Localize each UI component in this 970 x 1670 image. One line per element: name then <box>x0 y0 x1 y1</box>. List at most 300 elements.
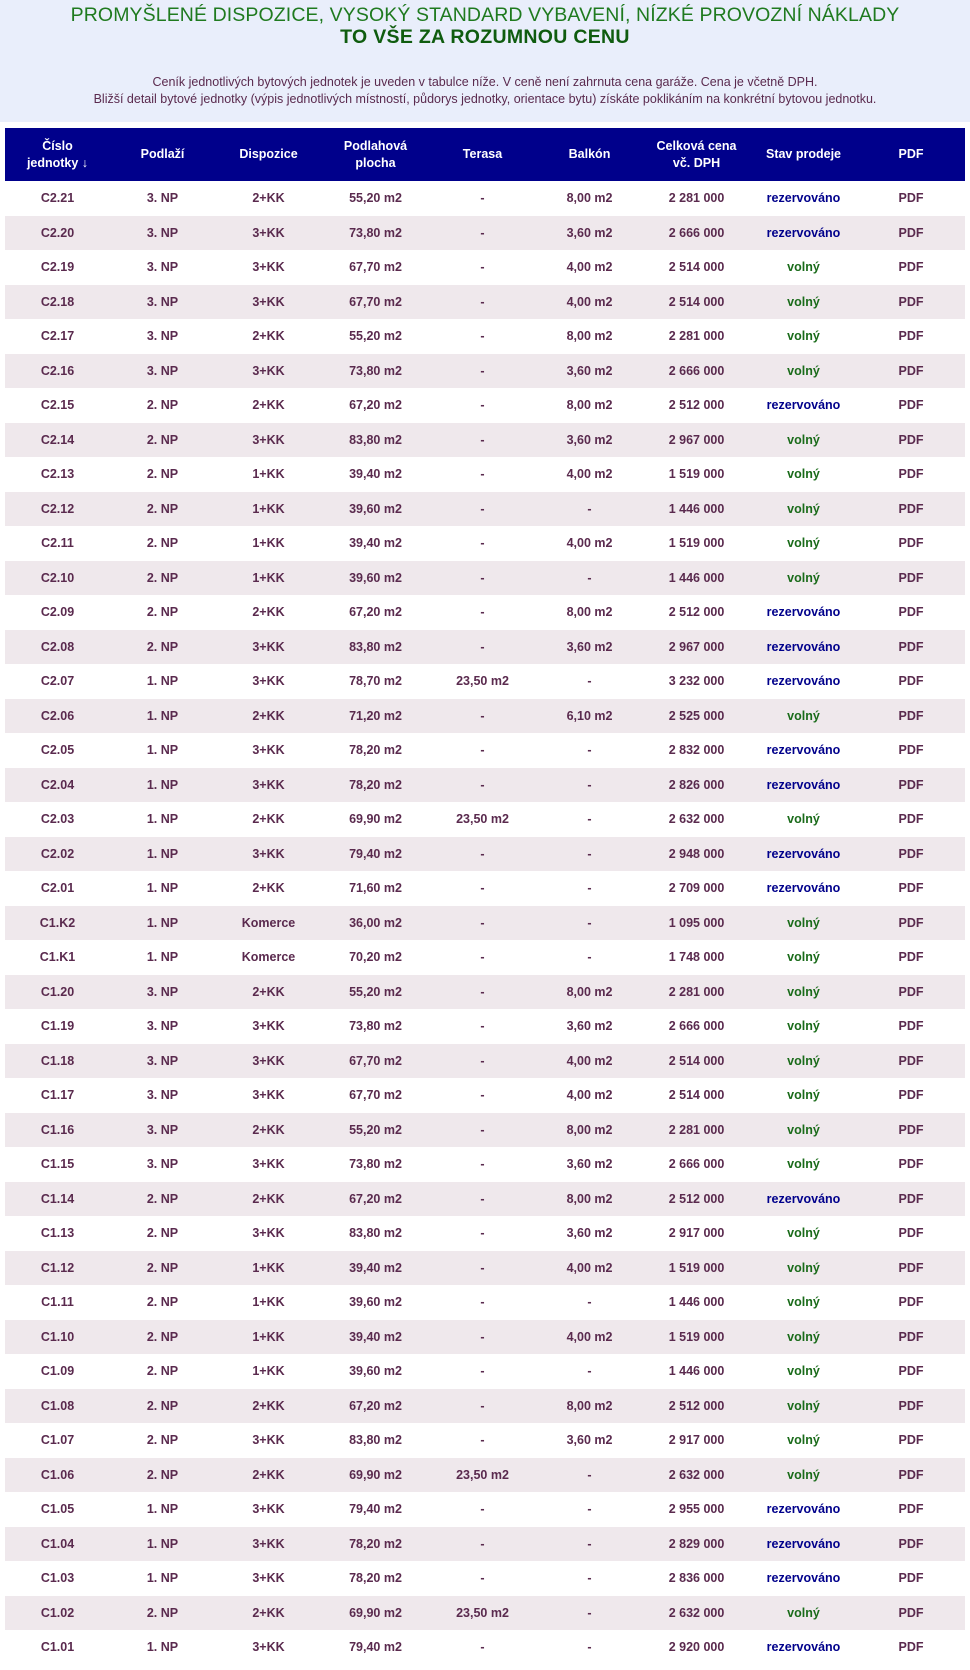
cell-unit-number: C2.06 <box>5 699 110 734</box>
cell-pdf-link[interactable]: PDF <box>857 940 965 975</box>
cell-total-price: 2 948 000 <box>643 837 750 872</box>
cell-terrace: - <box>429 285 536 320</box>
cell-pdf-link[interactable]: PDF <box>857 561 965 596</box>
cell-unit-number: C1.18 <box>5 1044 110 1079</box>
cell-terrace: - <box>429 1527 536 1562</box>
cell-total-price: 1 095 000 <box>643 906 750 941</box>
cell-sale-status: rezervováno <box>750 733 857 768</box>
table-row[interactable] <box>5 768 965 803</box>
cell-layout: 3+KK <box>215 630 322 665</box>
cell-floor: 1. NP <box>110 733 215 768</box>
cell-pdf-link[interactable]: PDF <box>857 1285 965 1320</box>
cell-layout: 1+KK <box>215 1320 322 1355</box>
cell-floor-area: 78,20 m2 <box>322 733 429 768</box>
cell-balcony: 3,60 m2 <box>536 1009 643 1044</box>
cell-floor-area: 73,80 m2 <box>322 216 429 251</box>
cell-floor: 2. NP <box>110 1423 215 1458</box>
cell-pdf-link[interactable]: PDF <box>857 837 965 872</box>
cell-sale-status: rezervováno <box>750 630 857 665</box>
table-row[interactable] <box>5 1113 965 1148</box>
cell-pdf-link[interactable]: PDF <box>857 906 965 941</box>
cell-pdf-link[interactable]: PDF <box>857 1009 965 1044</box>
cell-layout: 3+KK <box>215 837 322 872</box>
cell-balcony: 8,00 m2 <box>536 319 643 354</box>
cell-floor-area: 78,20 m2 <box>322 1527 429 1562</box>
cell-sale-status: rezervováno <box>750 181 857 216</box>
cell-pdf-link[interactable]: PDF <box>857 388 965 423</box>
cell-floor: 1. NP <box>110 1561 215 1596</box>
cell-floor-area: 55,20 m2 <box>322 319 429 354</box>
col-header-floor[interactable]: Podlaží <box>110 128 215 181</box>
col-header-balcony[interactable]: Balkón <box>536 128 643 181</box>
cell-balcony: 4,00 m2 <box>536 457 643 492</box>
cell-floor: 1. NP <box>110 906 215 941</box>
table-row[interactable] <box>5 1458 965 1493</box>
cell-layout: 2+KK <box>215 388 322 423</box>
cell-sale-status: volný <box>750 1044 857 1079</box>
cell-balcony: - <box>536 1285 643 1320</box>
cell-floor-area: 69,90 m2 <box>322 1596 429 1631</box>
cell-total-price: 2 514 000 <box>643 1078 750 1113</box>
cell-total-price: 2 512 000 <box>643 595 750 630</box>
table-row[interactable] <box>5 1251 965 1286</box>
table-row[interactable] <box>5 699 965 734</box>
table-row[interactable] <box>5 1389 965 1424</box>
cell-layout: 2+KK <box>215 319 322 354</box>
cell-unit-number: C1.03 <box>5 1561 110 1596</box>
cell-pdf-link[interactable]: PDF <box>857 1527 965 1562</box>
cell-total-price: 1 446 000 <box>643 492 750 527</box>
cell-floor-area: 67,70 m2 <box>322 285 429 320</box>
cell-balcony: 3,60 m2 <box>536 1423 643 1458</box>
cell-unit-number: C2.05 <box>5 733 110 768</box>
col-header-layout[interactable]: Dispozice <box>215 128 322 181</box>
cell-floor: 2. NP <box>110 423 215 458</box>
cell-total-price: 2 281 000 <box>643 975 750 1010</box>
cell-pdf-link[interactable]: PDF <box>857 802 965 837</box>
cell-pdf-link[interactable]: PDF <box>857 285 965 320</box>
cell-balcony: - <box>536 1596 643 1631</box>
cell-pdf-link[interactable]: PDF <box>857 1389 965 1424</box>
cell-total-price: 2 632 000 <box>643 802 750 837</box>
cell-layout: 2+KK <box>215 871 322 906</box>
cell-balcony: 3,60 m2 <box>536 423 643 458</box>
cell-layout: 1+KK <box>215 1354 322 1389</box>
cell-total-price: 3 232 000 <box>643 664 750 699</box>
cell-pdf-link[interactable]: PDF <box>857 181 965 216</box>
cell-pdf-link[interactable]: PDF <box>857 630 965 665</box>
table-row[interactable] <box>5 595 965 630</box>
cell-pdf-link[interactable]: PDF <box>857 733 965 768</box>
cell-pdf-link[interactable]: PDF <box>857 1458 965 1493</box>
table-row[interactable] <box>5 1596 965 1631</box>
cell-floor: 2. NP <box>110 1285 215 1320</box>
cell-terrace: - <box>429 423 536 458</box>
cell-terrace: - <box>429 354 536 389</box>
cell-unit-number: C2.15 <box>5 388 110 423</box>
table-row[interactable] <box>5 906 965 941</box>
cell-floor: 3. NP <box>110 1147 215 1182</box>
cell-unit-number: C2.03 <box>5 802 110 837</box>
col-header-pdf: PDF <box>857 128 965 181</box>
cell-balcony: 8,00 m2 <box>536 1113 643 1148</box>
cell-balcony: 8,00 m2 <box>536 1182 643 1217</box>
cell-pdf-link[interactable]: PDF <box>857 664 965 699</box>
cell-floor: 2. NP <box>110 1596 215 1631</box>
table-row[interactable] <box>5 354 965 389</box>
table-row[interactable] <box>5 1423 965 1458</box>
cell-total-price: 2 514 000 <box>643 1044 750 1079</box>
cell-pdf-link[interactable]: PDF <box>857 1078 965 1113</box>
cell-balcony: - <box>536 1630 643 1665</box>
cell-balcony: 8,00 m2 <box>536 388 643 423</box>
cell-pdf-link[interactable]: PDF <box>857 1113 965 1148</box>
cell-terrace: - <box>429 699 536 734</box>
cell-terrace: - <box>429 1078 536 1113</box>
cell-floor-area: 67,70 m2 <box>322 250 429 285</box>
cell-pdf-link[interactable]: PDF <box>857 1320 965 1355</box>
cell-unit-number: C1.17 <box>5 1078 110 1113</box>
cell-floor: 3. NP <box>110 285 215 320</box>
cell-terrace: 23,50 m2 <box>429 1458 536 1493</box>
cell-pdf-link[interactable]: PDF <box>857 975 965 1010</box>
table-row[interactable] <box>5 181 965 216</box>
table-row[interactable] <box>5 1561 965 1596</box>
cell-pdf-link[interactable]: PDF <box>857 457 965 492</box>
cell-floor-area: 69,90 m2 <box>322 802 429 837</box>
cell-balcony: - <box>536 802 643 837</box>
cell-sale-status: volný <box>750 526 857 561</box>
cell-total-price: 1 519 000 <box>643 1320 750 1355</box>
cell-terrace: 23,50 m2 <box>429 802 536 837</box>
cell-terrace: - <box>429 1492 536 1527</box>
table-row[interactable] <box>5 561 965 596</box>
cell-floor: 1. NP <box>110 871 215 906</box>
cell-layout: 3+KK <box>215 250 322 285</box>
table-row[interactable] <box>5 664 965 699</box>
cell-sale-status: volný <box>750 1147 857 1182</box>
table-row[interactable] <box>5 733 965 768</box>
cell-balcony: - <box>536 1458 643 1493</box>
table-row[interactable] <box>5 285 965 320</box>
cell-total-price: 2 826 000 <box>643 768 750 803</box>
cell-pdf-link[interactable]: PDF <box>857 1251 965 1286</box>
cell-pdf-link[interactable]: PDF <box>857 319 965 354</box>
table-row[interactable] <box>5 940 965 975</box>
cell-balcony: - <box>536 871 643 906</box>
cell-pdf-link[interactable]: PDF <box>857 1423 965 1458</box>
cell-terrace: - <box>429 1423 536 1458</box>
cell-floor-area: 67,20 m2 <box>322 388 429 423</box>
table-row[interactable] <box>5 423 965 458</box>
cell-pdf-link[interactable]: PDF <box>857 492 965 527</box>
table-row[interactable] <box>5 1182 965 1217</box>
cell-balcony: - <box>536 1492 643 1527</box>
price-table-container <box>0 122 970 1665</box>
cell-terrace: - <box>429 216 536 251</box>
cell-terrace: - <box>429 940 536 975</box>
table-row[interactable] <box>5 1285 965 1320</box>
cell-pdf-link[interactable]: PDF <box>857 1147 965 1182</box>
cell-total-price: 2 709 000 <box>643 871 750 906</box>
cell-terrace: - <box>429 595 536 630</box>
cell-terrace: - <box>429 1216 536 1251</box>
cell-total-price: 2 967 000 <box>643 423 750 458</box>
cell-total-price: 2 525 000 <box>643 699 750 734</box>
cell-floor-area: 39,60 m2 <box>322 1354 429 1389</box>
cell-sale-status: rezervováno <box>750 1492 857 1527</box>
cell-terrace: - <box>429 871 536 906</box>
cell-floor: 2. NP <box>110 1458 215 1493</box>
cell-total-price: 1 446 000 <box>643 1354 750 1389</box>
cell-floor-area: 71,60 m2 <box>322 871 429 906</box>
page-subtitle: TO VŠE ZA ROZUMNOU CENU <box>340 26 630 48</box>
cell-balcony: 8,00 m2 <box>536 181 643 216</box>
cell-pdf-link[interactable]: PDF <box>857 526 965 561</box>
table-row[interactable] <box>5 526 965 561</box>
cell-layout: 3+KK <box>215 733 322 768</box>
page-title: PROMYŠLENÉ DISPOZICE, VYSOKÝ STANDARD VYBAVENÍ, NÍZKÉ PROVOZNÍ NÁKLADY <box>70 4 900 26</box>
cell-pdf-link[interactable]: PDF <box>857 595 965 630</box>
cell-sale-status: volný <box>750 457 857 492</box>
cell-unit-number: C2.11 <box>5 526 110 561</box>
cell-balcony: 3,60 m2 <box>536 630 643 665</box>
cell-floor-area: 78,20 m2 <box>322 768 429 803</box>
cell-unit-number: C1.01 <box>5 1630 110 1665</box>
cell-floor: 3. NP <box>110 354 215 389</box>
cell-balcony: 4,00 m2 <box>536 526 643 561</box>
cell-sale-status: volný <box>750 1354 857 1389</box>
cell-terrace: - <box>429 319 536 354</box>
cell-terrace: - <box>429 526 536 561</box>
cell-unit-number: C1.14 <box>5 1182 110 1217</box>
cell-sale-status: volný <box>750 1458 857 1493</box>
cell-unit-number: C2.12 <box>5 492 110 527</box>
cell-total-price: 2 281 000 <box>643 319 750 354</box>
cell-floor: 3. NP <box>110 250 215 285</box>
table-row[interactable] <box>5 1147 965 1182</box>
col-header-price[interactable]: Celková cena vč. DPH <box>643 128 750 181</box>
cell-sale-status: rezervováno <box>750 837 857 872</box>
cell-sale-status: volný <box>750 699 857 734</box>
cell-unit-number: C1.05 <box>5 1492 110 1527</box>
cell-total-price: 2 281 000 <box>643 1113 750 1148</box>
cell-pdf-link[interactable]: PDF <box>857 871 965 906</box>
cell-floor: 1. NP <box>110 1527 215 1562</box>
cell-balcony: - <box>536 561 643 596</box>
cell-balcony: 8,00 m2 <box>536 595 643 630</box>
table-row[interactable] <box>5 457 965 492</box>
table-row[interactable] <box>5 1527 965 1562</box>
cell-total-price: 2 917 000 <box>643 1216 750 1251</box>
cell-pdf-link[interactable]: PDF <box>857 1182 965 1217</box>
cell-layout: 2+KK <box>215 699 322 734</box>
cell-sale-status: rezervováno <box>750 1182 857 1217</box>
cell-unit-number: C1.02 <box>5 1596 110 1631</box>
cell-balcony: - <box>536 664 643 699</box>
cell-floor-area: 78,20 m2 <box>322 1561 429 1596</box>
table-row[interactable] <box>5 1320 965 1355</box>
cell-layout: 3+KK <box>215 768 322 803</box>
cell-total-price: 2 666 000 <box>643 216 750 251</box>
cell-balcony: 6,10 m2 <box>536 699 643 734</box>
cell-pdf-link[interactable]: PDF <box>857 216 965 251</box>
cell-sale-status: volný <box>750 354 857 389</box>
cell-balcony: 4,00 m2 <box>536 285 643 320</box>
table-row[interactable] <box>5 250 965 285</box>
cell-pdf-link[interactable]: PDF <box>857 1044 965 1079</box>
cell-layout: 3+KK <box>215 1630 322 1665</box>
cell-pdf-link[interactable]: PDF <box>857 1596 965 1631</box>
col-header-unit[interactable]: Číslo jednotky ↓ <box>5 128 110 181</box>
table-row[interactable] <box>5 1630 965 1665</box>
cell-pdf-link[interactable]: PDF <box>857 423 965 458</box>
cell-floor-area: 83,80 m2 <box>322 630 429 665</box>
table-row[interactable] <box>5 388 965 423</box>
cell-floor-area: 39,60 m2 <box>322 1285 429 1320</box>
cell-sale-status: volný <box>750 1078 857 1113</box>
cell-total-price: 2 917 000 <box>643 1423 750 1458</box>
cell-floor-area: 55,20 m2 <box>322 1113 429 1148</box>
cell-pdf-link[interactable]: PDF <box>857 1354 965 1389</box>
cell-total-price: 1 519 000 <box>643 457 750 492</box>
cell-sale-status: rezervováno <box>750 1527 857 1562</box>
cell-total-price: 2 967 000 <box>643 630 750 665</box>
cell-layout: 3+KK <box>215 1147 322 1182</box>
cell-layout: 3+KK <box>215 354 322 389</box>
cell-balcony: 4,00 m2 <box>536 1078 643 1113</box>
cell-floor-area: 69,90 m2 <box>322 1458 429 1493</box>
cell-floor: 3. NP <box>110 216 215 251</box>
cell-layout: 3+KK <box>215 1009 322 1044</box>
cell-unit-number: C2.18 <box>5 285 110 320</box>
cell-pdf-link[interactable]: PDF <box>857 1492 965 1527</box>
cell-unit-number: C1.13 <box>5 1216 110 1251</box>
cell-layout: 1+KK <box>215 457 322 492</box>
cell-total-price: 2 666 000 <box>643 1147 750 1182</box>
cell-layout: 1+KK <box>215 492 322 527</box>
table-row[interactable] <box>5 837 965 872</box>
cell-pdf-link[interactable]: PDF <box>857 1561 965 1596</box>
cell-sale-status: volný <box>750 1389 857 1424</box>
cell-floor-area: 73,80 m2 <box>322 1147 429 1182</box>
col-header-terrace[interactable]: Terasa <box>429 128 536 181</box>
cell-total-price: 2 632 000 <box>643 1458 750 1493</box>
table-row[interactable] <box>5 216 965 251</box>
cell-layout: 3+KK <box>215 1078 322 1113</box>
cell-terrace: - <box>429 457 536 492</box>
table-row[interactable] <box>5 1009 965 1044</box>
cell-unit-number: C1.09 <box>5 1354 110 1389</box>
cell-sale-status: volný <box>750 1216 857 1251</box>
cell-floor-area: 39,60 m2 <box>322 492 429 527</box>
cell-pdf-link[interactable]: PDF <box>857 768 965 803</box>
table-row[interactable] <box>5 975 965 1010</box>
cell-floor: 3. NP <box>110 975 215 1010</box>
table-header-row <box>5 128 965 181</box>
cell-sale-status: rezervováno <box>750 595 857 630</box>
cell-floor: 1. NP <box>110 768 215 803</box>
cell-unit-number: C2.10 <box>5 561 110 596</box>
cell-terrace: - <box>429 492 536 527</box>
cell-pdf-link[interactable]: PDF <box>857 354 965 389</box>
cell-sale-status: volný <box>750 940 857 975</box>
cell-terrace: - <box>429 1630 536 1665</box>
table-row[interactable] <box>5 1354 965 1389</box>
table-row[interactable] <box>5 630 965 665</box>
cell-floor: 2. NP <box>110 595 215 630</box>
cell-pdf-link[interactable]: PDF <box>857 250 965 285</box>
cell-sale-status: volný <box>750 975 857 1010</box>
cell-layout: 1+KK <box>215 526 322 561</box>
cell-sale-status: rezervováno <box>750 1561 857 1596</box>
cell-floor: 1. NP <box>110 837 215 872</box>
cell-floor-area: 39,60 m2 <box>322 561 429 596</box>
cell-layout: 2+KK <box>215 181 322 216</box>
table-row[interactable] <box>5 1216 965 1251</box>
cell-sale-status: volný <box>750 561 857 596</box>
cell-total-price: 2 836 000 <box>643 1561 750 1596</box>
cell-sale-status: rezervováno <box>750 871 857 906</box>
cell-unit-number: C1.11 <box>5 1285 110 1320</box>
cell-total-price: 1 519 000 <box>643 1251 750 1286</box>
table-row[interactable] <box>5 1492 965 1527</box>
cell-floor-area: 79,40 m2 <box>322 837 429 872</box>
cell-balcony: - <box>536 768 643 803</box>
table-row[interactable] <box>5 492 965 527</box>
cell-pdf-link[interactable]: PDF <box>857 699 965 734</box>
col-header-status[interactable]: Stav prodeje <box>750 128 857 181</box>
table-row[interactable] <box>5 1044 965 1079</box>
cell-floor: 1. NP <box>110 1492 215 1527</box>
cell-floor: 3. NP <box>110 1078 215 1113</box>
cell-unit-number: C2.19 <box>5 250 110 285</box>
cell-unit-number: C1.19 <box>5 1009 110 1044</box>
table-row[interactable] <box>5 1078 965 1113</box>
cell-unit-number: C2.04 <box>5 768 110 803</box>
cell-balcony: - <box>536 1354 643 1389</box>
cell-balcony: - <box>536 906 643 941</box>
cell-total-price: 2 514 000 <box>643 285 750 320</box>
cell-floor: 1. NP <box>110 1630 215 1665</box>
cell-pdf-link[interactable]: PDF <box>857 1630 965 1665</box>
cell-terrace: - <box>429 733 536 768</box>
cell-floor-area: 55,20 m2 <box>322 975 429 1010</box>
table-row[interactable] <box>5 802 965 837</box>
cell-sale-status: rezervováno <box>750 1630 857 1665</box>
table-row[interactable] <box>5 319 965 354</box>
cell-layout: 3+KK <box>215 285 322 320</box>
cell-layout: 3+KK <box>215 423 322 458</box>
cell-pdf-link[interactable]: PDF <box>857 1216 965 1251</box>
cell-layout: 3+KK <box>215 664 322 699</box>
cell-total-price: 2 512 000 <box>643 1182 750 1217</box>
col-header-area[interactable]: Podlahová plocha <box>322 128 429 181</box>
cell-unit-number: C1.10 <box>5 1320 110 1355</box>
cell-terrace: - <box>429 1147 536 1182</box>
cell-floor-area: 67,20 m2 <box>322 1389 429 1424</box>
cell-sale-status: rezervováno <box>750 388 857 423</box>
table-row[interactable] <box>5 871 965 906</box>
cell-layout: 3+KK <box>215 1492 322 1527</box>
cell-floor-area: 79,40 m2 <box>322 1492 429 1527</box>
cell-sale-status: volný <box>750 1285 857 1320</box>
cell-layout: 3+KK <box>215 1044 322 1079</box>
cell-total-price: 2 514 000 <box>643 250 750 285</box>
cell-sale-status: volný <box>750 906 857 941</box>
cell-terrace: - <box>429 181 536 216</box>
cell-floor-area: 83,80 m2 <box>322 1423 429 1458</box>
